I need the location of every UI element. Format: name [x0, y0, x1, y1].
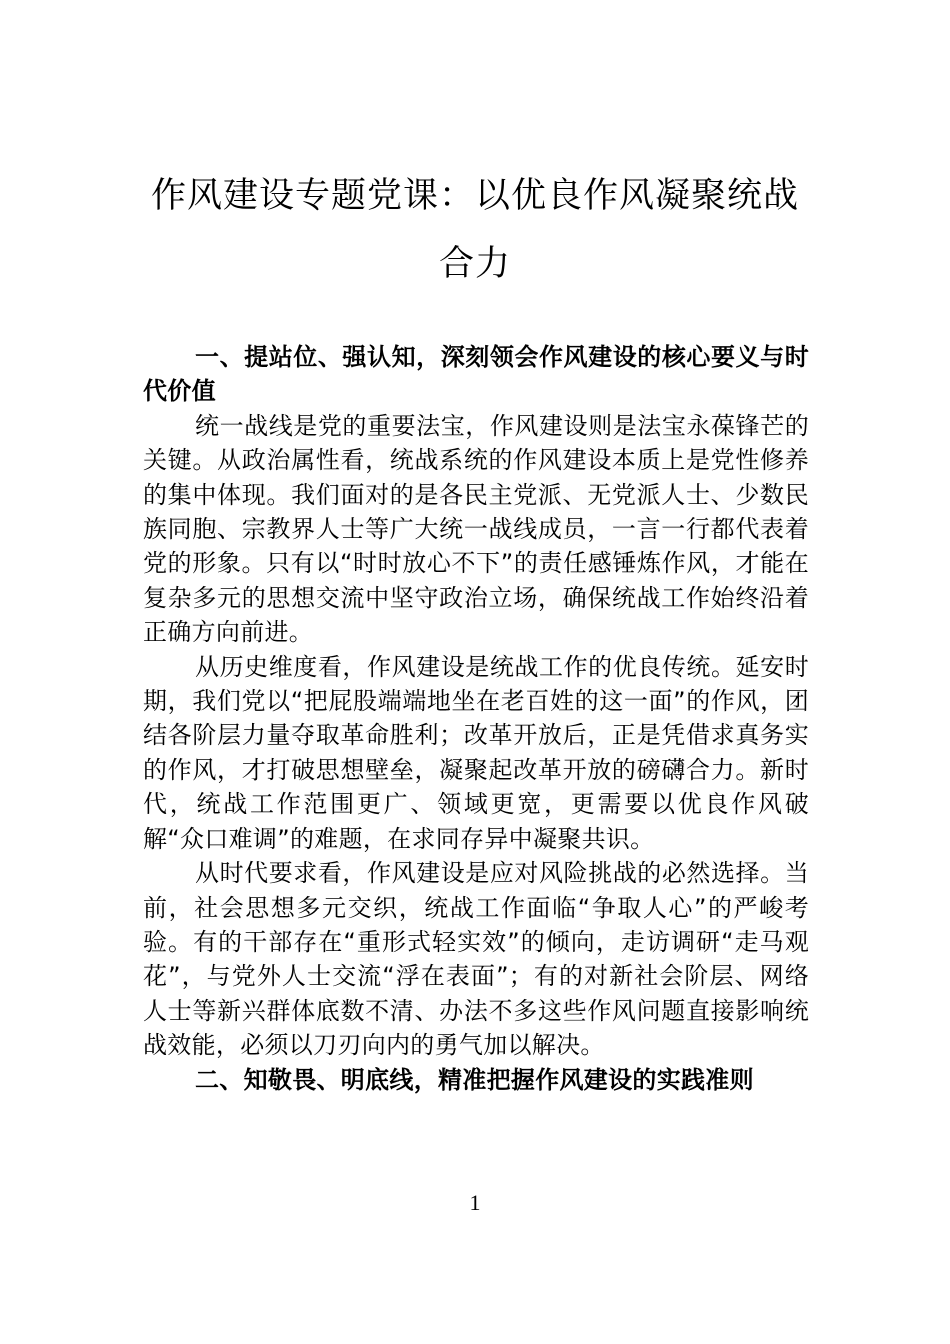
section-heading-2: 二、知敬畏、明底线，精准把握作风建设的实践准则: [195, 1065, 754, 1094]
body-paragraph-3: 从时代要求看，作风建设是应对风险挑战的必然选择。当前，社会思想多元交织，统战工作面临“争取人心”的严峻考验。有的干部存在“重形式轻实效”的倾向，走访调研“走马观花”，与党外人士交流“浮在表面”；有的对新社会阶层、网络人士等新兴群体底数不清、办法不多这些作风问题直接影响统战效能，必须以刀刃向内的勇气加以解决。: [143, 859, 809, 1060]
document-title-line-1: 作风建设专题党课：以优良作风凝聚统战: [150, 176, 799, 216]
body-paragraph-2: 从历史维度看，作风建设是统战工作的优良传统。延安时期，我们党以“把屁股端端地坐在老百姓的这一面”的作风，团结各阶层力量夺取革命胜利；改革开放后，正是凭借求真务实的作风，才打破思想壁垒，凝聚起改革开放的磅礴合力。新时代，统战工作范围更广、领域更宽，更需要以优良作风破解“众口难调”的难题，在求同存异中凝聚共识。: [143, 652, 809, 853]
body-paragraph-1: 统一战线是党的重要法宝，作风建设则是法宝永葆锋芒的关键。从政治属性看，统战系统的作风建设本质上是党性修养的集中体现。我们面对的是各民主党派、无党派人士、少数民族同胞、宗教界人士等广大统一战线成员，一言一行都代表着党的形象。只有以“时时放心不下”的责任感锤炼作风，才能在复杂多元的思想交流中坚守政治立场，确保统战工作始终沿着正确方向前进。: [143, 411, 809, 647]
page-number: 1: [469, 1190, 481, 1215]
section-heading-1: 一、提站位、强认知，深刻领会作风建设的核心要义与时代价值: [143, 343, 809, 406]
document-body: [143, 340, 809, 1097]
document-title-line-2: 合力: [438, 244, 511, 284]
